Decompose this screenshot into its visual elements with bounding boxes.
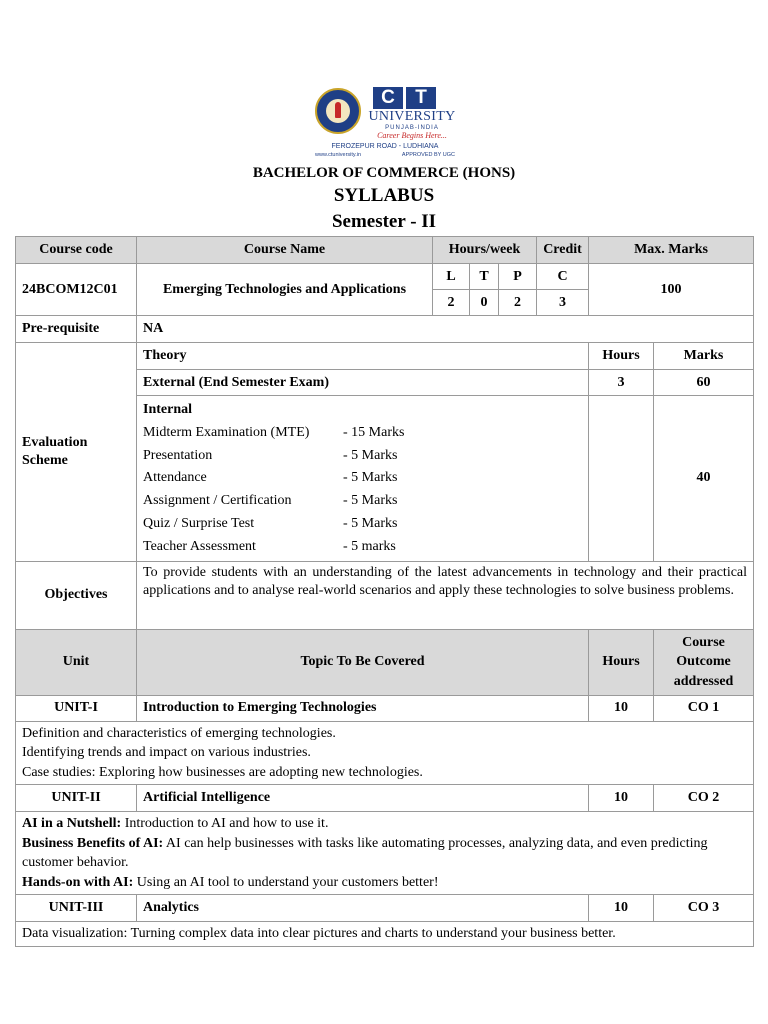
unit-content-row	[16, 922, 754, 947]
syllabus-title: SYLLABUS	[333, 185, 435, 206]
unit-hours: 10	[589, 895, 654, 922]
unit-id: UNIT-I	[16, 695, 137, 721]
internal-item: Midterm Examination (MTE) - 15 Marks	[143, 424, 405, 440]
col-max-marks: Max. Marks	[589, 237, 754, 264]
col-course-outcome: Course Outcome addressed	[654, 629, 754, 695]
content-line: Definition and characteristics of emerging technologies.	[22, 725, 336, 741]
eval-internal-marks: 40	[654, 396, 754, 562]
eval-internal-label: Internal	[143, 402, 192, 417]
unit-id: UNIT-III	[16, 895, 137, 922]
eval-hours-label: Hours	[589, 343, 654, 370]
logo-address: FEROZEPUR ROAD - LUDHIANA	[331, 143, 439, 150]
l-label: L	[433, 264, 470, 290]
semester-title: Semester - II	[331, 211, 437, 232]
eval-theory-row	[16, 343, 754, 370]
university-logo	[315, 85, 455, 163]
max-marks-value: 100	[589, 264, 754, 316]
eval-internal-hours	[589, 396, 654, 562]
logo-approval: APPROVED BY UGC	[401, 152, 455, 158]
unit-content	[16, 922, 754, 947]
unit-topic: Analytics	[137, 895, 589, 922]
internal-item: Presentation - 5 Marks	[143, 447, 398, 463]
col-credit: Credit	[537, 237, 589, 264]
col-unit-hours: Hours	[589, 629, 654, 695]
eval-external: External (End Semester Exam)	[137, 370, 589, 396]
unit-content	[16, 812, 754, 895]
col-course-code: Course code	[16, 237, 137, 264]
credit-value: 3	[537, 290, 589, 316]
prereq-label: Pre-requisite	[16, 316, 137, 343]
unit-content-row	[16, 721, 754, 785]
course-header-row	[16, 237, 754, 264]
internal-item: Attendance - 5 Marks	[143, 470, 398, 486]
course-row	[16, 264, 754, 290]
eval-label: Evaluation Scheme	[16, 343, 137, 562]
objectives-text: To provide students with an understanding of the latest advancements in technology and their practical applications and to analyse real-world scenarios and apply these technologies to solve business problems.	[137, 561, 754, 629]
objectives-row	[16, 561, 754, 629]
t-value: 0	[470, 290, 499, 316]
c-label: C	[537, 264, 589, 290]
prereq-row	[16, 316, 754, 343]
logo-letters: C T	[373, 87, 436, 109]
eval-internal	[137, 396, 589, 562]
internal-item: Quiz / Surprise Test - 5 Marks	[143, 515, 398, 531]
content-line: Hands-on with AI: Using an AI tool to understand your customers better!	[22, 874, 439, 890]
col-course-name: Course Name	[137, 237, 433, 264]
content-line: Data visualization: Turning complex data into clear pictures and charts to understand your business better.	[22, 926, 616, 942]
unit-row	[16, 695, 754, 721]
logo-website: www.ctuniversity.in	[315, 152, 362, 158]
unit-row	[16, 785, 754, 812]
unit-row	[16, 895, 754, 922]
program-title: BACHELOR OF COMMERCE (HONS)	[252, 165, 516, 181]
eval-external-hours: 3	[589, 370, 654, 396]
units-header-row	[16, 629, 754, 695]
eval-marks-label: Marks	[654, 343, 754, 370]
university-seal-icon	[315, 88, 361, 134]
t-label: T	[470, 264, 499, 290]
logo-tagline: Career Begins Here...	[377, 131, 447, 140]
eval-external-marks: 60	[654, 370, 754, 396]
col-hours-week: Hours/week	[433, 237, 537, 264]
unit-content-row	[16, 812, 754, 895]
course-code: 24BCOM12C01	[16, 264, 137, 316]
col-topic: Topic To Be Covered	[137, 629, 589, 695]
content-line: Case studies: Exploring how businesses are adopting new technologies.	[22, 764, 423, 780]
logo-footer	[315, 152, 455, 158]
syllabus-table	[15, 236, 754, 947]
content-line: AI in a Nutshell: Introduction to AI and how to use it.	[22, 816, 329, 832]
col-unit: Unit	[16, 629, 137, 695]
unit-topic: Artificial Intelligence	[137, 785, 589, 812]
unit-hours: 10	[589, 695, 654, 721]
unit-id: UNIT-II	[16, 785, 137, 812]
content-line: Business Benefits of AI: AI can help businesses with tasks like automating processes, analyzing data, and even predicting customer behavior.	[22, 835, 708, 871]
p-label: P	[499, 264, 537, 290]
unit-hours: 10	[589, 785, 654, 812]
unit-topic: Introduction to Emerging Technologies	[137, 695, 589, 721]
eval-theory: Theory	[137, 343, 589, 370]
prereq-value: NA	[137, 316, 754, 343]
unit-co: CO 2	[654, 785, 754, 812]
internal-item: Teacher Assessment - 5 marks	[143, 538, 396, 554]
logo-state: PUNJAB-INDIA	[385, 125, 439, 131]
course-name: Emerging Technologies and Applications	[137, 264, 433, 316]
internal-item: Assignment / Certification - 5 Marks	[143, 493, 398, 509]
unit-co: CO 1	[654, 695, 754, 721]
unit-co: CO 3	[654, 895, 754, 922]
unit-content	[16, 721, 754, 785]
objectives-label: Objectives	[16, 561, 137, 629]
p-value: 2	[499, 290, 537, 316]
l-value: 2	[433, 290, 470, 316]
content-line: Identifying trends and impact on various industries.	[22, 745, 311, 761]
logo-university: UNIVERSITY	[368, 109, 456, 124]
